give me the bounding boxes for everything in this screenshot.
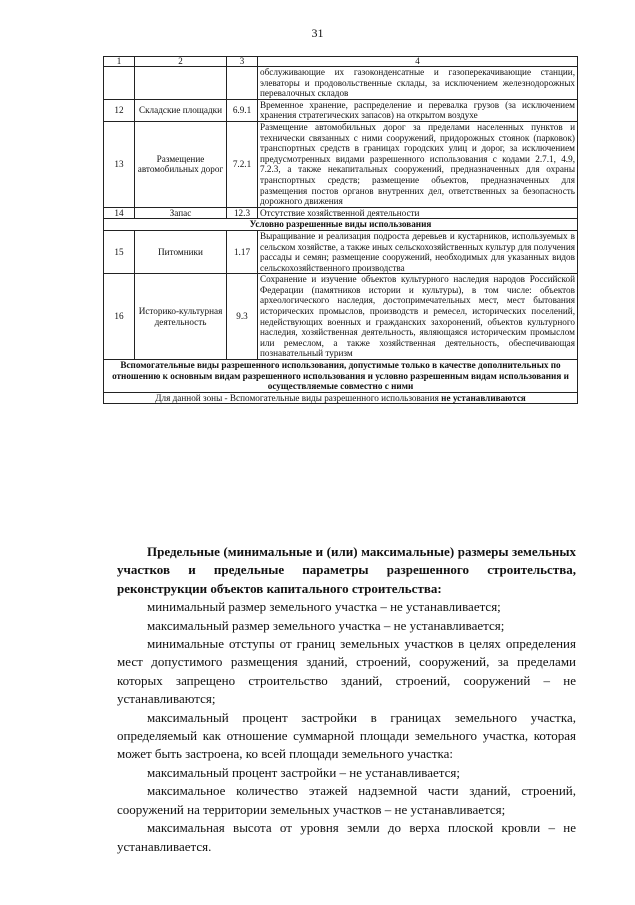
auxiliary-note (104, 392, 578, 404)
row-code: 9.3 (227, 274, 258, 360)
row-number: 14 (104, 207, 135, 219)
auxiliary-note-bold: не устанавливаются (441, 392, 526, 403)
row-name: Складские площадки (135, 99, 227, 121)
table-row (104, 207, 578, 219)
row-number: 13 (104, 121, 135, 207)
header-col-3: 3 (227, 57, 258, 67)
paragraph: максимальная высота от уровня земли до верха плоской кровли – не устанавливается. (117, 820, 576, 854)
row-name: Историко-культурная деятельность (135, 274, 227, 360)
conditional-uses-title: Условно разрешенные виды использования (104, 219, 578, 231)
row-code: 7.2.1 (227, 121, 258, 207)
parameters-heading: Предельные (минимальные и (или) максимальные) размеры земельных участков и предельные параметры разрешенного строительства, реконструкции объектов капитального строительства: (117, 544, 576, 596)
row-code: 12.3 (227, 207, 258, 219)
table-row (104, 274, 578, 360)
row-description: Временное хранение, распределение и перевалка грузов (за исключением хранения стратегических запасов) на открытом воздухе (258, 99, 578, 121)
row-description: Отсутствие хозяйственной деятельности (258, 207, 578, 219)
row-description: Размещение автомобильных дорог за пределами населенных пунктов и технически связанных с ними сооружений, придорожных стоянок (парковок) транспортных средств в границах городских улиц и дорог, за исключением предусмотренных видами разрешенного использования с кодами 2.7.1, 4.9, 7.2.3, а также некапитальных сооружений, предназначенных для охраны транспортных средств; размещение объектов, предназначенных для размещения постов органов внутренних дел, ответственных за безопасность дорожного движения (258, 121, 578, 207)
row-number: 15 (104, 230, 135, 273)
row-name: Питомники (135, 230, 227, 273)
parameters-section (117, 543, 576, 856)
header-col-1: 1 (104, 57, 135, 67)
table-row-continuation (104, 67, 578, 100)
paragraph: максимальный процент застройки – не устанавливается; (147, 764, 460, 780)
paragraph: максимальный размер земельного участка – не устанавливается; (147, 617, 505, 633)
row-name: Размещение автомобильных дорог (135, 121, 227, 207)
header-col-2: 2 (135, 57, 227, 67)
row-code: 1.17 (227, 230, 258, 273)
row-name (135, 67, 227, 100)
row-number (104, 67, 135, 100)
paragraph: максимальный процент застройки в границах земельного участка, определяемый как отношение суммарной площади земельного участка, которая может быть застроена, ко всей площади земельного участка: (117, 709, 576, 762)
row-code (227, 67, 258, 100)
row-description: обслуживающие их газоконденсатные и газоперекачивающие станции, элеваторы и продовольственные склады, за исключением железнодорожных перевалочных складов (258, 67, 578, 100)
header-col-4: 4 (258, 57, 578, 67)
paragraph: минимальный размер земельного участка – не устанавливается; (147, 599, 501, 615)
page-number: 31 (311, 26, 324, 40)
paragraph: минимальные отступы от границ земельных участков в целях определения мест допустимого размещения зданий, строений, сооружений, за пределами которых запрещено строительство зданий, строений, сооружений – не устанавливаются; (117, 636, 576, 707)
table-row (104, 230, 578, 273)
row-description: Выращивание и реализация подроста деревьев и кустарников, используемых в сельском хозяйстве, а также иных сельскохозяйственных культур для получения рассады и семян; размещение сооружений, необходимых для указанных видов сельскохозяйственного производства (258, 230, 578, 273)
auxiliary-note-row (104, 392, 578, 404)
auxiliary-note-prefix: Для данной зоны - Вспомогательные виды разрешенного использования (155, 392, 439, 403)
paragraph: максимальное количество этажей надземной части зданий, строений, сооружений на территории земельных участков – не устанавливается; (117, 783, 576, 817)
land-use-table (103, 56, 578, 404)
auxiliary-uses-title: Вспомогательные виды разрешенного использования, допустимые только в качестве дополнительных по отношению к основным видам разрешенного использования и условно разрешенным видам использования и осуществляемые совместно с ними (104, 360, 578, 393)
table-row (104, 121, 578, 207)
row-name: Запас (135, 207, 227, 219)
table-row (104, 99, 578, 121)
row-number: 16 (104, 274, 135, 360)
table-header-row (104, 57, 578, 67)
auxiliary-title-row (104, 360, 578, 393)
section-title-row (104, 219, 578, 231)
row-code: 6.9.1 (227, 99, 258, 121)
row-number: 12 (104, 99, 135, 121)
row-description: Сохранение и изучение объектов культурного наследия народов Российской Федерации (памятников истории и культуры), в том числе: объектов археологического наследия, достопримечательных мест, мест бытования исторических промыслов, производств и ремесел, исторических поселений, недействующих военных и гражданских захоронений, объектов культурного наследия, хозяйственная деятельность, являющаяся историческим промыслом или ремеслом, а также хозяйственная деятельность, обеспечивающая познавательный туризм (258, 274, 578, 360)
